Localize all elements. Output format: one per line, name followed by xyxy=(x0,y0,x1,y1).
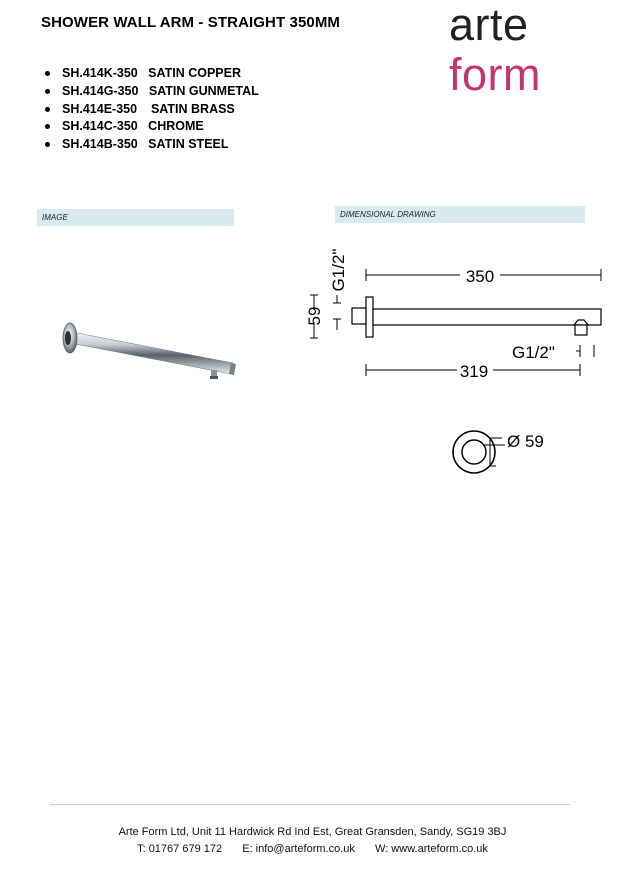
flange-front-view xyxy=(453,431,505,473)
footer-email: E: info@arteform.co.uk xyxy=(242,843,355,855)
list-item xyxy=(45,118,259,136)
arm-tube xyxy=(70,332,236,375)
logo-line-arte: arte xyxy=(449,0,529,50)
shower-outlet xyxy=(210,370,218,379)
product-finish: SATIN STEEL xyxy=(148,137,229,152)
footer-contact xyxy=(0,843,625,855)
thread-vertical-label: G1/2" xyxy=(329,248,348,292)
footer-phone: T: 01767 679 172 xyxy=(137,843,223,855)
product-code: SH.414C-350 xyxy=(62,119,138,134)
product-title: SHOWER WALL ARM - STRAIGHT 350MM xyxy=(41,14,341,31)
dimensional-drawing xyxy=(300,240,610,480)
list-item xyxy=(45,101,259,119)
bullet-icon xyxy=(45,124,50,129)
list-item xyxy=(45,136,259,154)
product-finish: SATIN BRASS xyxy=(150,101,235,116)
dim-350-label: 350 xyxy=(465,267,495,286)
bullet-icon xyxy=(45,71,50,76)
dimensional-drawing-section-header: DIMENSIONAL DRAWING xyxy=(335,206,585,223)
product-code: SH.414E-350 xyxy=(62,101,138,116)
product-finish: SATIN COPPER xyxy=(148,66,242,80)
product-code: SH.414G-350 xyxy=(62,83,139,98)
product-code: SH.414B-350 xyxy=(62,137,138,152)
product-code: SH.414K-350 xyxy=(62,66,138,80)
shower-arm-image xyxy=(48,310,248,390)
arte-form-logo xyxy=(449,0,541,100)
list-item xyxy=(45,65,259,83)
bullet-icon xyxy=(45,89,50,94)
dim-319-label: 319 xyxy=(459,362,489,381)
bullet-icon xyxy=(45,107,50,112)
dim-59-label: 59 xyxy=(305,306,324,326)
wall-flange xyxy=(63,323,77,353)
product-finish: SATIN GUNMETAL xyxy=(148,83,259,98)
footer-address: Arte Form Ltd, Unit 11 Hardwick Rd Ind Est, Great Gransden, Sandy, SG19 3BJ xyxy=(118,826,507,838)
logo-line-form: form xyxy=(449,49,541,100)
list-item xyxy=(45,83,259,101)
diameter-label: Ø 59 xyxy=(507,432,544,451)
product-finish: CHROME xyxy=(148,119,204,134)
product-code-list xyxy=(45,65,259,154)
arm-side-view xyxy=(352,297,601,337)
image-section-header: IMAGE xyxy=(37,209,234,226)
bullet-icon xyxy=(45,142,50,147)
thread-outlet-label: G1/2" xyxy=(512,343,555,362)
footer-web: W: www.arteform.co.uk xyxy=(375,843,488,855)
footer-divider xyxy=(50,804,570,805)
